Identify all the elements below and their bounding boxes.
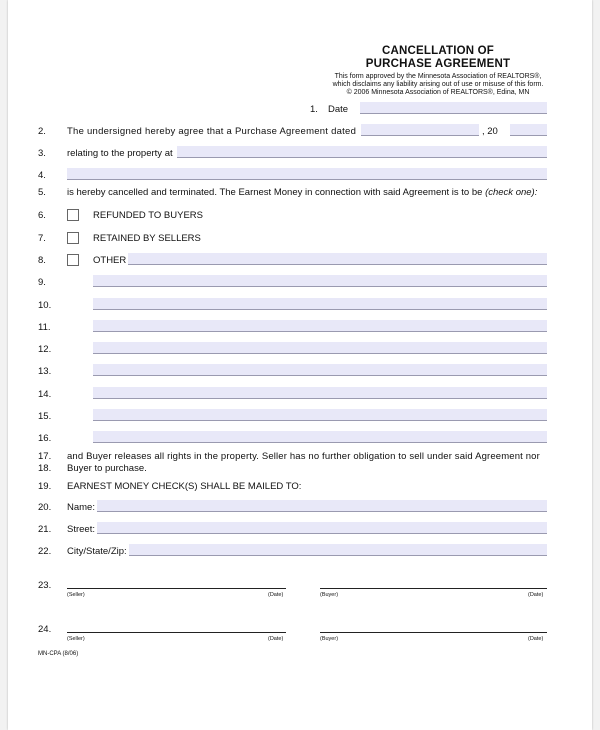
- seller-signature-line-1[interactable]: [67, 588, 286, 589]
- refunded-checkbox[interactable]: [67, 209, 79, 221]
- other-explanation-field[interactable]: [93, 298, 547, 310]
- other-field[interactable]: [128, 253, 547, 265]
- other-explanation-field[interactable]: [93, 364, 547, 376]
- line-number: 6.: [38, 210, 46, 221]
- street-field[interactable]: [97, 522, 547, 534]
- buyer-caption: (Buyer): [320, 636, 339, 642]
- line-number: 4.: [38, 170, 46, 181]
- agreement-year-field[interactable]: [510, 124, 547, 136]
- line-number: 21.: [38, 524, 52, 535]
- refunded-label: REFUNDED TO BUYERS: [93, 210, 203, 221]
- name-field[interactable]: [97, 500, 547, 512]
- release-statement: and Buyer releases all rights in the property. Seller has no further obligation to sell under said Agreement nor: [67, 451, 540, 462]
- year-prefix: , 20: [482, 126, 498, 137]
- line-number: 18.: [38, 463, 52, 474]
- city-state-zip-field[interactable]: [129, 544, 547, 556]
- buyer-caption: (Buyer): [320, 592, 339, 598]
- title-line-1: CANCELLATION OF: [381, 45, 495, 57]
- approval-note-1: This form approved by the Minnesota Association of REALTORS®,: [334, 73, 542, 80]
- other-explanation-field[interactable]: [93, 275, 547, 287]
- document-page: [8, 0, 592, 730]
- agreement-date-field[interactable]: [361, 124, 479, 136]
- line-number: 19.: [38, 481, 52, 492]
- city-state-zip-label: City/State/Zip:: [67, 546, 127, 557]
- agreement-statement: The undersigned hereby agree that a Purchase Agreement dated: [67, 126, 357, 137]
- earnest-money-heading: EARNEST MONEY CHECK(S) SHALL BE MAILED TO:: [67, 481, 302, 492]
- date-caption: (Date): [528, 636, 544, 642]
- line-number: 13.: [38, 366, 52, 377]
- other-checkbox[interactable]: [67, 254, 79, 266]
- line-number: 8.: [38, 255, 46, 266]
- seller-caption: (Seller): [67, 636, 85, 642]
- line-number: 17.: [38, 451, 52, 462]
- retained-checkbox[interactable]: [67, 232, 79, 244]
- buyer-signature-line-2[interactable]: [320, 632, 547, 633]
- buyer-signature-line-1[interactable]: [320, 588, 547, 589]
- title-line-2: PURCHASE AGREEMENT: [365, 58, 511, 70]
- approval-note-2: which disclaims any liability arising out of use or misuse of this form.: [332, 81, 544, 88]
- copyright-note: © 2006 Minnesota Association of REALTORS®, Edina, MN: [346, 89, 530, 96]
- other-explanation-field[interactable]: [93, 387, 547, 399]
- other-explanation-field[interactable]: [93, 431, 547, 443]
- retained-label: RETAINED BY SELLERS: [93, 233, 201, 244]
- property-address-field[interactable]: [177, 146, 547, 158]
- line-number: 15.: [38, 411, 52, 422]
- line-number: 3.: [38, 148, 46, 159]
- date-caption: (Date): [268, 636, 284, 642]
- line-number: 7.: [38, 233, 46, 244]
- other-explanation-field[interactable]: [93, 409, 547, 421]
- street-label: Street:: [67, 524, 95, 535]
- date-label: Date: [328, 104, 349, 115]
- date-field[interactable]: [360, 102, 547, 114]
- line-number: 5.: [38, 187, 46, 198]
- other-explanation-field[interactable]: [93, 320, 547, 332]
- date-caption: (Date): [528, 592, 544, 598]
- check-one-note: (check one):: [485, 187, 538, 198]
- date-caption: (Date): [268, 592, 284, 598]
- line-number: 14.: [38, 389, 52, 400]
- line-number: 1.: [310, 104, 318, 115]
- cancellation-statement: [67, 187, 537, 198]
- line-number: 16.: [38, 433, 52, 444]
- property-label: relating to the property at: [67, 148, 173, 159]
- line-number: 23.: [38, 580, 52, 591]
- line-number: 2.: [38, 126, 46, 137]
- line-number: 12.: [38, 344, 52, 355]
- line-number: 9.: [38, 277, 46, 288]
- seller-caption: (Seller): [67, 592, 85, 598]
- release-statement-cont: Buyer to purchase.: [67, 463, 147, 474]
- name-label: Name:: [67, 502, 95, 513]
- form-code: MN-CPA (8/06): [38, 651, 79, 657]
- line-number: 20.: [38, 502, 52, 513]
- line-number: 11.: [38, 322, 51, 333]
- property-address-field-2[interactable]: [67, 168, 547, 180]
- other-explanation-field[interactable]: [93, 342, 547, 354]
- other-label: OTHER: [93, 255, 127, 266]
- seller-signature-line-2[interactable]: [67, 632, 286, 633]
- line-number: 24.: [38, 624, 52, 635]
- line-number: 10.: [38, 300, 52, 311]
- line-number: 22.: [38, 546, 52, 557]
- cancellation-text: is hereby cancelled and terminated. The Earnest Money in connection with said Agreement is to be: [67, 187, 483, 198]
